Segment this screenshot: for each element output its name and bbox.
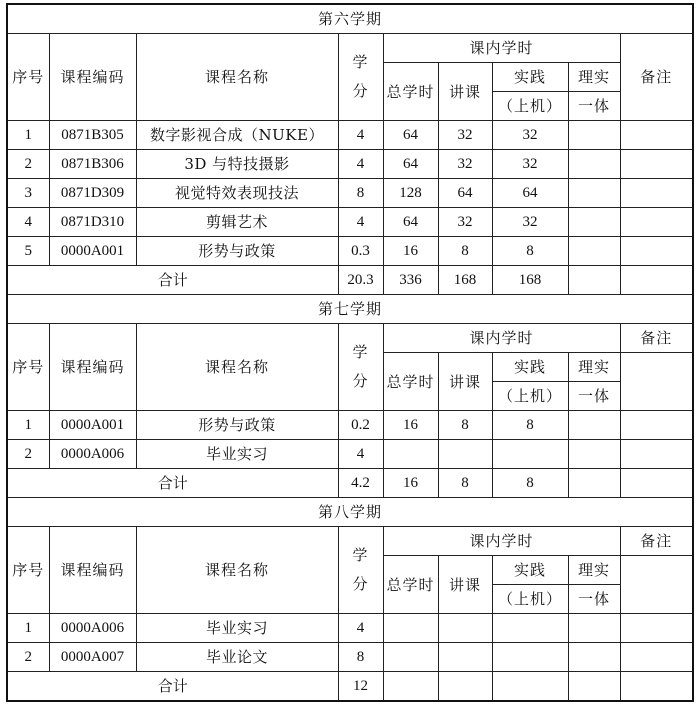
course-remark — [620, 237, 693, 266]
totals-credit: 20.3 — [338, 266, 383, 295]
header-hours-group: 课内学时 — [383, 527, 620, 556]
header-credit-line2: 分 — [352, 372, 369, 390]
totals-remark — [620, 266, 693, 295]
course-name: 视觉特效表现技法 — [136, 179, 338, 208]
course-row — [7, 237, 693, 266]
course-credit: 4 — [338, 121, 383, 150]
course-remark — [620, 440, 693, 469]
course-remark — [620, 643, 693, 672]
header-hours-group: 课内学时 — [383, 34, 620, 63]
header-name: 课程名称 — [136, 324, 338, 411]
semester-title: 第八学期 — [7, 498, 693, 527]
course-seq: 1 — [7, 411, 49, 440]
course-integrated-hours — [568, 237, 620, 266]
header-practice-top: 实践 — [492, 353, 568, 382]
totals-total-hours — [383, 672, 438, 702]
header-seq: 序号 — [7, 527, 49, 614]
totals-integrated-hours — [568, 469, 620, 498]
course-code: 0000A007 — [49, 643, 136, 672]
course-practice-hours — [492, 440, 568, 469]
course-row — [7, 150, 693, 179]
course-code: 0000A001 — [49, 237, 136, 266]
course-practice-hours: 32 — [492, 208, 568, 237]
header-practice-bottom: （上机） — [492, 92, 568, 121]
course-code: 0000A001 — [49, 411, 136, 440]
totals-lecture-hours: 8 — [438, 469, 492, 498]
header-credit-line1: 学 — [352, 53, 369, 71]
course-lecture-hours: 32 — [438, 121, 492, 150]
course-code: 0000A006 — [49, 614, 136, 643]
totals-total-hours: 336 — [383, 266, 438, 295]
course-row — [7, 208, 693, 237]
header-code: 课程编码 — [49, 34, 136, 121]
semester-title-row — [7, 4, 693, 34]
course-practice-hours: 64 — [492, 179, 568, 208]
course-code: 0871D310 — [49, 208, 136, 237]
totals-credit: 4.2 — [338, 469, 383, 498]
course-code: 0871B305 — [49, 121, 136, 150]
course-lecture-hours — [438, 643, 492, 672]
course-total-hours — [383, 440, 438, 469]
header-remark-blank — [620, 353, 693, 411]
header-integrated-top: 理实 — [568, 353, 620, 382]
course-seq: 5 — [7, 237, 49, 266]
course-name: 毕业实习 — [136, 614, 338, 643]
totals-practice-hours: 168 — [492, 266, 568, 295]
course-total-hours: 128 — [383, 179, 438, 208]
course-remark — [620, 179, 693, 208]
course-integrated-hours — [568, 150, 620, 179]
header-name: 课程名称 — [136, 34, 338, 121]
course-seq: 1 — [7, 121, 49, 150]
totals-row — [7, 469, 693, 498]
semester-title: 第七学期 — [7, 295, 693, 324]
course-row — [7, 614, 693, 643]
course-name: 剪辑艺术 — [136, 208, 338, 237]
header-total-hours: 总学时 — [383, 556, 438, 614]
course-seq: 4 — [7, 208, 49, 237]
course-seq: 2 — [7, 440, 49, 469]
totals-row — [7, 672, 693, 702]
course-total-hours: 16 — [383, 411, 438, 440]
header-total-hours: 总学时 — [383, 353, 438, 411]
course-integrated-hours — [568, 208, 620, 237]
course-total-hours — [383, 643, 438, 672]
course-schedule-table — [6, 3, 694, 702]
course-integrated-hours — [568, 643, 620, 672]
header-row — [7, 34, 693, 63]
course-lecture-hours: 8 — [438, 237, 492, 266]
course-lecture-hours: 32 — [438, 208, 492, 237]
header-practice-top: 实践 — [492, 63, 568, 92]
header-credit-line1: 学 — [352, 546, 369, 564]
course-total-hours: 64 — [383, 121, 438, 150]
course-practice-hours — [492, 643, 568, 672]
totals-practice-hours: 8 — [492, 469, 568, 498]
header-remark: 备注 — [620, 527, 693, 556]
header-hours-group: 课内学时 — [383, 324, 620, 353]
course-lecture-hours: 32 — [438, 150, 492, 179]
course-total-hours: 64 — [383, 150, 438, 179]
header-integrated-top: 理实 — [568, 556, 620, 585]
course-row — [7, 440, 693, 469]
course-name: 毕业实习 — [136, 440, 338, 469]
header-row — [7, 527, 693, 556]
header-row — [7, 324, 693, 353]
course-row — [7, 179, 693, 208]
header-remark: 备注 — [620, 34, 693, 121]
header-seq: 序号 — [7, 324, 49, 411]
course-remark — [620, 208, 693, 237]
totals-remark — [620, 469, 693, 498]
course-name: 毕业论文 — [136, 643, 338, 672]
course-credit: 4 — [338, 150, 383, 179]
course-credit: 8 — [338, 643, 383, 672]
header-code: 课程编码 — [49, 527, 136, 614]
course-practice-hours: 8 — [492, 411, 568, 440]
semester-title-row — [7, 295, 693, 324]
course-total-hours: 64 — [383, 208, 438, 237]
course-seq: 2 — [7, 150, 49, 179]
header-credit-line1: 学 — [352, 343, 369, 361]
totals-label: 合计 — [7, 469, 338, 498]
course-total-hours: 16 — [383, 237, 438, 266]
header-lecture: 讲课 — [438, 63, 492, 121]
header-integrated-bottom: 一体 — [568, 585, 620, 614]
course-lecture-hours — [438, 614, 492, 643]
course-name: 数字影视合成（NUKE） — [136, 121, 338, 150]
course-practice-hours: 8 — [492, 237, 568, 266]
totals-label: 合计 — [7, 672, 338, 702]
course-total-hours — [383, 614, 438, 643]
course-integrated-hours — [568, 440, 620, 469]
course-credit: 8 — [338, 179, 383, 208]
totals-lecture-hours: 168 — [438, 266, 492, 295]
header-credit — [338, 527, 383, 614]
totals-row — [7, 266, 693, 295]
course-practice-hours — [492, 614, 568, 643]
header-lecture: 讲课 — [438, 556, 492, 614]
course-row — [7, 121, 693, 150]
semester-title: 第六学期 — [7, 4, 693, 34]
course-credit: 4 — [338, 614, 383, 643]
header-credit — [338, 324, 383, 411]
header-total-hours: 总学时 — [383, 63, 438, 121]
course-remark — [620, 411, 693, 440]
header-integrated-bottom: 一体 — [568, 92, 620, 121]
header-credit-line2: 分 — [352, 575, 369, 593]
course-lecture-hours: 8 — [438, 411, 492, 440]
course-practice-hours: 32 — [492, 150, 568, 179]
course-code: 0000A006 — [49, 440, 136, 469]
course-seq: 1 — [7, 614, 49, 643]
header-practice-bottom: （上机） — [492, 585, 568, 614]
course-integrated-hours — [568, 179, 620, 208]
totals-integrated-hours — [568, 672, 620, 702]
course-name: 3D 与特技摄影 — [136, 150, 338, 179]
course-credit: 0.2 — [338, 411, 383, 440]
header-integrated-top: 理实 — [568, 63, 620, 92]
course-remark — [620, 150, 693, 179]
course-code: 0871B306 — [49, 150, 136, 179]
header-practice-top: 实践 — [492, 556, 568, 585]
totals-label: 合计 — [7, 266, 338, 295]
course-remark — [620, 121, 693, 150]
course-code: 0871D309 — [49, 179, 136, 208]
course-row — [7, 411, 693, 440]
course-seq: 2 — [7, 643, 49, 672]
course-practice-hours: 32 — [492, 121, 568, 150]
header-lecture: 讲课 — [438, 353, 492, 411]
totals-credit: 12 — [338, 672, 383, 702]
header-credit — [338, 34, 383, 121]
header-code: 课程编码 — [49, 324, 136, 411]
header-integrated-bottom: 一体 — [568, 382, 620, 411]
header-remark: 备注 — [620, 324, 693, 353]
course-integrated-hours — [568, 121, 620, 150]
totals-integrated-hours — [568, 266, 620, 295]
course-integrated-hours — [568, 411, 620, 440]
totals-lecture-hours — [438, 672, 492, 702]
header-name: 课程名称 — [136, 527, 338, 614]
course-row — [7, 643, 693, 672]
header-seq: 序号 — [7, 34, 49, 121]
course-integrated-hours — [568, 614, 620, 643]
course-remark — [620, 614, 693, 643]
course-name: 形势与政策 — [136, 237, 338, 266]
header-practice-bottom: （上机） — [492, 382, 568, 411]
course-credit: 4 — [338, 440, 383, 469]
header-credit-line2: 分 — [352, 82, 369, 100]
totals-practice-hours — [492, 672, 568, 702]
totals-total-hours: 16 — [383, 469, 438, 498]
course-credit: 0.3 — [338, 237, 383, 266]
course-name: 形势与政策 — [136, 411, 338, 440]
course-lecture-hours: 64 — [438, 179, 492, 208]
course-lecture-hours — [438, 440, 492, 469]
course-schedule-sheet — [6, 3, 692, 702]
totals-remark — [620, 672, 693, 702]
course-seq: 3 — [7, 179, 49, 208]
course-credit: 4 — [338, 208, 383, 237]
semester-title-row — [7, 498, 693, 527]
header-remark-blank — [620, 556, 693, 614]
